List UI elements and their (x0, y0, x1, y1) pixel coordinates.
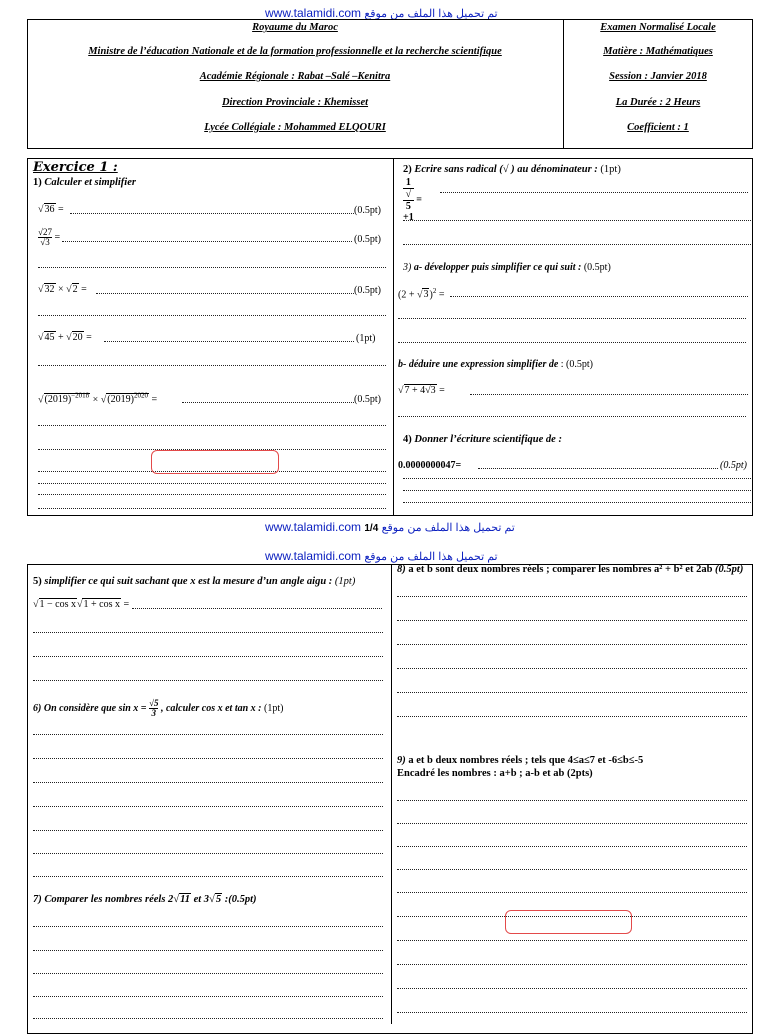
q1-title: Calculer et simplifier (44, 177, 136, 188)
answer-line[interactable] (38, 494, 386, 495)
answer-line[interactable] (38, 267, 386, 268)
header-subject: Matière : Mathématiques (603, 46, 713, 57)
q2-pts: (1pt) (600, 164, 621, 175)
header-school: Lycée Collégiale : Mohammed ELQOURI (204, 122, 386, 133)
q9-number: 9) (397, 755, 406, 766)
q4-title: Donner l’écriture scientifique de : (414, 434, 562, 445)
source-line-middle[interactable] (265, 520, 515, 534)
q3b-title: b- déduire une expression simplifier de (398, 359, 559, 370)
answer-line[interactable] (33, 996, 383, 997)
q1-item-5: $√(2019)^{-2018} \times √(2019)^{2020}$ = (38, 392, 158, 406)
q5-pts: (1pt) (334, 576, 356, 587)
answer-line[interactable] (33, 876, 383, 877)
q1-heading (33, 177, 136, 188)
answer-line[interactable] (403, 478, 751, 479)
q5-heading (33, 576, 355, 587)
q4-expr: 0.0000000047= (398, 460, 462, 471)
exercise-divider-2 (391, 564, 392, 1024)
answer-line[interactable] (398, 416, 746, 417)
answer-line[interactable] (440, 192, 748, 193)
answer-line[interactable] (104, 341, 354, 342)
answer-line[interactable] (38, 508, 386, 509)
q7-number: 7) (33, 894, 42, 905)
answer-line[interactable] (398, 318, 746, 319)
answer-line[interactable] (33, 758, 383, 759)
answer-line[interactable] (33, 806, 383, 807)
answer-line[interactable] (62, 241, 352, 242)
answer-line[interactable] (33, 734, 383, 735)
header-coefficient: Coefficient : 1 (627, 122, 689, 133)
q8-pts: (0.5pt) (715, 564, 744, 575)
answer-line[interactable] (182, 402, 354, 403)
header-exam-type: Examen Normalisé Locale (600, 22, 716, 33)
answer-line[interactable] (38, 483, 386, 484)
header-ministry: Ministre de l’éducation Nationale et de la formation professionnelle et la recherche scientifique (88, 46, 502, 57)
answer-line[interactable] (33, 632, 383, 633)
source-line-top[interactable] (265, 6, 498, 20)
answer-line[interactable] (397, 988, 747, 989)
q1-item-1: √36 = (38, 204, 64, 215)
q1-item-2-pts: (0.5pt) (354, 234, 381, 245)
q3a-heading (403, 262, 611, 273)
answer-line[interactable] (397, 823, 747, 824)
answer-line[interactable] (38, 425, 386, 426)
q2-title: Ecrire sans radical (√ ) au dénominateur : (414, 164, 598, 175)
q2-number: 2) (403, 164, 412, 175)
answer-line[interactable] (33, 830, 383, 831)
q5-expr: √1 − cos x√1 + cos x = (33, 599, 130, 610)
source-line-page2[interactable] (265, 549, 498, 563)
q1-item-4: √45 + √20 = (38, 332, 92, 343)
answer-line[interactable] (397, 940, 747, 941)
header-kingdom: Royaume du Maroc (252, 22, 338, 33)
highlight-box (505, 910, 632, 934)
source-url[interactable]: www.talamidi.com (265, 520, 362, 534)
source-arabic: تم تحميل هذا الملف من موقع (364, 551, 498, 563)
exercise-title: Exercice 1 : (33, 160, 118, 175)
q5-number: 5) (33, 576, 42, 587)
answer-line[interactable] (397, 1012, 747, 1013)
q1-item-3: √32 × √2 = (38, 284, 87, 295)
q2-heading (403, 164, 621, 175)
q3b-heading (398, 359, 593, 370)
answer-line[interactable] (397, 596, 747, 597)
q3b-pts: : (0.5pt) (560, 359, 593, 370)
q1-item-2: $\frac{√27}{√3}$ = (38, 227, 61, 247)
q6-pts: (1pt) (264, 702, 284, 714)
source-url[interactable]: www.talamidi.com (265, 549, 362, 563)
source-arabic: تم تحميل هذا الملف من موقع (364, 8, 498, 20)
answer-line[interactable] (403, 220, 751, 221)
q3b-expr: √7 + 4√3 = (398, 385, 445, 396)
answer-line[interactable] (403, 490, 751, 491)
answer-line[interactable] (397, 892, 747, 893)
exercise-box-1 (27, 158, 753, 516)
q6-heading: 6) On considère que sin x = $\frac{√5}{3}$ , calculer cos x et tan x : (1pt) (33, 698, 284, 718)
q2-expr: 1 √ 5 +1 = (403, 177, 422, 223)
answer-line[interactable] (397, 964, 747, 965)
q3a-pts: (0.5pt) (583, 262, 611, 273)
q3a-title: a- développer puis simplifier ce qui suit : (413, 262, 582, 273)
answer-line[interactable] (33, 926, 383, 927)
answer-line[interactable] (38, 315, 386, 316)
answer-line[interactable] (478, 468, 718, 469)
answer-line[interactable] (403, 244, 751, 245)
answer-line[interactable] (33, 1018, 383, 1019)
answer-line[interactable] (132, 608, 382, 609)
q5-title: simplifier ce qui suit sachant que x est la mesure d’un angle aigu : (44, 576, 333, 587)
answer-line[interactable] (33, 782, 383, 783)
q3a-expr: $(2 + √3)^2$ = (398, 287, 445, 301)
q9-title: a et b deux nombres réels ; tels que 4≤a≤7 et -6≤b≤-5 (408, 755, 644, 766)
answer-line[interactable] (397, 869, 747, 870)
q9-heading (397, 754, 643, 780)
q8-heading (397, 564, 749, 576)
q1-item-4-pts: (1pt) (356, 333, 376, 344)
q9-pts: (2pts) (567, 768, 593, 779)
q9-subtitle: Encadré les nombres : a+b ; a-b et ab (397, 768, 565, 779)
q4-heading (403, 434, 562, 445)
answer-line[interactable] (397, 668, 747, 669)
answer-line[interactable] (33, 973, 383, 974)
header-session: Session : Janvier 2018 (609, 71, 707, 82)
answer-line[interactable] (96, 293, 354, 294)
q4-pts: (0.5pt) (720, 460, 747, 471)
q8-number: 8) (397, 564, 406, 575)
answer-line[interactable] (403, 502, 751, 503)
answer-line[interactable] (397, 644, 747, 645)
page-marker: 1/4 (364, 523, 379, 534)
source-url[interactable]: www.talamidi.com (265, 6, 362, 20)
q1-item-1-pts: (0.5pt) (354, 205, 381, 216)
answer-line[interactable] (33, 853, 383, 854)
answer-line[interactable] (397, 716, 747, 717)
q4-number: 4) (403, 434, 412, 445)
answer-line[interactable] (397, 620, 747, 621)
answer-line[interactable] (397, 692, 747, 693)
exercise-divider-1 (393, 158, 394, 516)
answer-line[interactable] (33, 950, 383, 951)
q3-number: 3) (403, 262, 412, 273)
q7-heading: 7) Comparer les nombres réels 2√11 et 3√5 :(0.5pt) (33, 894, 257, 905)
answer-line[interactable] (397, 800, 747, 801)
answer-line[interactable] (450, 296, 748, 297)
header-direction: Direction Provinciale : Khemisset (221, 97, 369, 108)
answer-line[interactable] (38, 365, 386, 366)
source-arabic: تم تحميل هذا الملف من موقع (381, 522, 515, 534)
answer-line[interactable] (70, 213, 354, 214)
q1-number: 1) (33, 177, 42, 188)
answer-line[interactable] (397, 846, 747, 847)
answer-line[interactable] (33, 680, 383, 681)
q7-pts: (0.5pt) (228, 894, 257, 905)
q1-item-5-pts: (0.5pt) (354, 394, 381, 405)
answer-line[interactable] (470, 394, 748, 395)
answer-line[interactable] (33, 656, 383, 657)
answer-line[interactable] (398, 342, 746, 343)
q8-title: a et b sont deux nombres réels ; comparer les nombres a² + b² et 2ab (408, 564, 713, 575)
q1-item-3-pts: (0.5pt) (354, 285, 381, 296)
header-duration: La Durée : 2 Heurs (615, 97, 701, 108)
highlight-box (151, 450, 279, 474)
q6-number: 6) (33, 702, 42, 714)
header-academy: Académie Régionale : Rabat –Salé –Kenitra (199, 71, 391, 82)
